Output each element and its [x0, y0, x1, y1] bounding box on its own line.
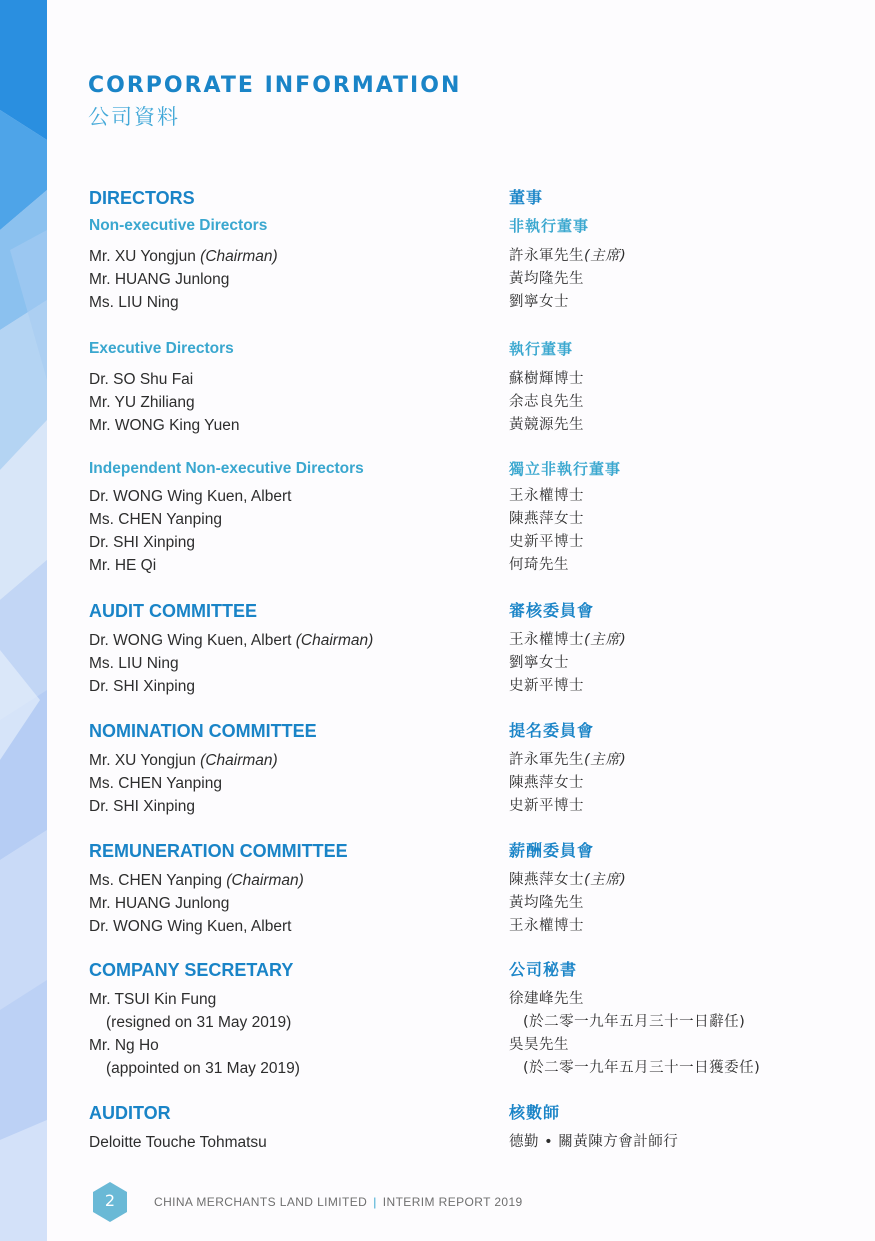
director-line-zh: 許永軍先生(主席) [509, 248, 627, 264]
member-line-zh: 陳燕萍女士 [509, 775, 584, 791]
director-line: Ms. CHEN Yanping [89, 511, 222, 528]
section-title-audit-committee-zh: 審核委員會 [509, 601, 595, 620]
member-line: Ms. LIU Ning [89, 655, 179, 672]
subsection-title-executive-directors: Executive Directors [89, 340, 234, 357]
chairman-role-zh: (主席) [584, 632, 627, 648]
secretary-note-zh: (於二零一九年五月三十一日獲委任) [523, 1060, 761, 1076]
secretary-note-zh: (於二零一九年五月三十一日辭任) [523, 1014, 746, 1030]
section-title-nomination-committee: NOMINATION COMMITTEE [89, 721, 317, 741]
auditor-line-zh: 德勤 • 關黃陳方會計師行 [509, 1134, 679, 1150]
section-title-remuneration-committee: REMUNERATION COMMITTEE [89, 841, 348, 861]
page-number: 2 [104, 1191, 116, 1210]
section-title-directors: DIRECTORS [89, 188, 195, 208]
member-line: Mr. HUANG Junlong [89, 895, 230, 912]
chairman-role: (Chairman) [295, 632, 374, 649]
member-line: Mr. XU Yongjun (Chairman) [89, 752, 278, 769]
member-line-zh: 劉寧女士 [509, 655, 569, 671]
member-line: Dr. WONG Wing Kuen, Albert (Chairman) [89, 632, 374, 649]
director-line-zh: 何琦先生 [509, 557, 569, 573]
chairman-role: (Chairman) [200, 248, 278, 265]
director-line: Mr. HUANG Junlong [89, 271, 230, 288]
section-title-auditor-zh: 核數師 [509, 1103, 561, 1122]
page-title-en: CORPORATE INFORMATION [88, 73, 462, 98]
member-line-zh: 王永權博士 [509, 918, 584, 934]
secretary-line: Mr. Ng Ho [89, 1037, 159, 1054]
page-title-zh: 公司資料 [88, 105, 180, 129]
section-title-nomination-committee-zh: 提名委員會 [509, 721, 595, 740]
secretary-line-zh: 徐建峰先生 [509, 991, 584, 1007]
member-line-zh: 黃均隆先生 [509, 895, 584, 911]
director-line-zh: 黃競源先生 [509, 417, 584, 433]
section-title-auditor: AUDITOR [89, 1103, 171, 1123]
director-line: Mr. HE Qi [89, 557, 157, 574]
chairman-role-zh: (主席) [584, 248, 627, 264]
section-title-company-secretary: COMPANY SECRETARY [89, 960, 294, 980]
secretary-line-zh: 吳昊先生 [509, 1037, 569, 1053]
section-title-audit-committee: AUDIT COMMITTEE [89, 601, 257, 621]
chairman-role: (Chairman) [200, 752, 278, 769]
director-line: Ms. LIU Ning [89, 294, 179, 311]
director-line-zh: 蘇樹輝博士 [509, 371, 584, 387]
member-line: Dr. SHI Xinping [89, 798, 195, 815]
director-line: Mr. YU Zhiliang [89, 394, 195, 411]
decorative-side-band [0, 0, 47, 1241]
page-number-badge [92, 1181, 128, 1223]
member-line-zh: 王永權博士(主席) [509, 632, 627, 648]
director-line: Mr. XU Yongjun (Chairman) [89, 248, 278, 265]
chinese-column [509, 186, 839, 1154]
subsection-title-executive-directors-zh: 執行董事 [509, 340, 574, 358]
english-column [89, 186, 489, 1154]
subsection-title-independent-directors: Independent Non-executive Directors [89, 460, 364, 477]
chairman-role: (Chairman) [226, 872, 304, 889]
member-line-zh: 許永軍先生(主席) [509, 752, 627, 768]
director-line-zh: 史新平博士 [509, 534, 584, 550]
subsection-title-non-executive-directors-zh: 非執行董事 [509, 217, 590, 235]
footer-company: CHINA MERCHANTS LAND LIMITED [154, 1195, 368, 1209]
page-header [88, 72, 461, 132]
director-line: Dr. SO Shu Fai [89, 371, 194, 388]
chairman-role-zh: (主席) [584, 872, 627, 888]
director-line-zh: 劉寧女士 [509, 294, 569, 310]
subsection-title-non-executive-directors: Non-executive Directors [89, 217, 268, 234]
secretary-note: (appointed on 31 May 2019) [106, 1060, 300, 1077]
footer-separator: | [373, 1195, 377, 1209]
section-title-remuneration-committee-zh: 薪酬委員會 [509, 841, 595, 860]
chairman-role-zh: (主席) [584, 752, 627, 768]
member-line: Dr. SHI Xinping [89, 678, 195, 695]
footer-text [154, 1195, 523, 1209]
director-line: Dr. SHI Xinping [89, 534, 195, 551]
member-line: Dr. WONG Wing Kuen, Albert [89, 918, 292, 935]
director-line-zh: 王永權博士 [509, 488, 584, 504]
director-line-zh: 黃均隆先生 [509, 271, 584, 287]
section-title-company-secretary-zh: 公司秘書 [509, 960, 578, 979]
director-line: Dr. WONG Wing Kuen, Albert [89, 488, 292, 505]
auditor-line: Deloitte Touche Tohmatsu [89, 1134, 267, 1151]
secretary-note: (resigned on 31 May 2019) [106, 1014, 292, 1031]
section-title-directors-zh: 董事 [509, 188, 544, 207]
member-line: Ms. CHEN Yanping (Chairman) [89, 872, 304, 889]
director-line: Mr. WONG King Yuen [89, 417, 240, 434]
director-line-zh: 余志良先生 [509, 394, 584, 410]
member-line: Ms. CHEN Yanping [89, 775, 222, 792]
member-line-zh: 史新平博士 [509, 678, 584, 694]
subsection-title-independent-directors-zh: 獨立非執行董事 [509, 460, 622, 478]
member-line-zh: 陳燕萍女士(主席) [509, 872, 627, 888]
director-line-zh: 陳燕萍女士 [509, 511, 584, 527]
secretary-line: Mr. TSUI Kin Fung [89, 991, 217, 1008]
footer-report: INTERIM REPORT 2019 [382, 1195, 523, 1209]
member-line-zh: 史新平博士 [509, 798, 584, 814]
